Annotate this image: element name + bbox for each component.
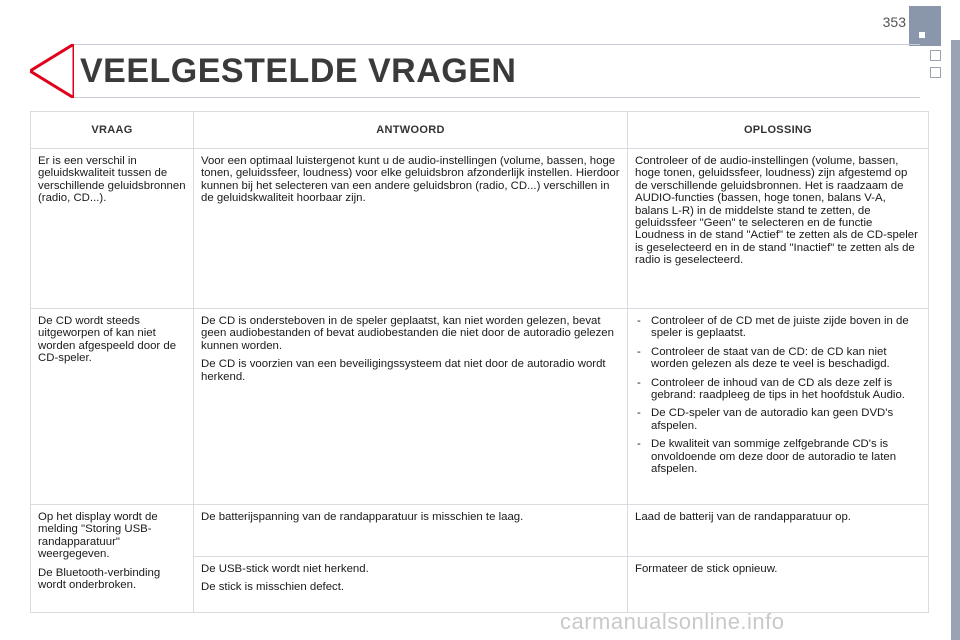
list-item: - Controleer de inhoud van de CD als deze zelf is gebrand: raadpleeg de tips in het hoofdstuk Audio. (635, 377, 921, 402)
answer-text: De USB-stick wordt niet herkend. (201, 563, 369, 575)
answer-text: De CD is voorzien van een beveiligingssysteem dat niet door de autoradio wordt herkend. (201, 358, 606, 383)
solution-text: Laad de batterij van de randapparatuur op. (635, 511, 851, 523)
question-text: Er is een verschil in geluidskwaliteit tussen de verschillende geluidsbronnen (radio, CD...). (38, 155, 186, 205)
header-rule-top (74, 44, 920, 45)
question-cell (31, 149, 194, 309)
answer-cell (194, 309, 628, 505)
answer-text: Voor een optimaal luistergenot kunt u de audio-instellingen (volume, bassen, hoge tonen, geluidssfeer, loudness) voor elke geluidsbron afzonderlijk instellen. Hierdoor kunnen bij het selecteren van een andere geluidsbron (radio, CD...) verschillen in de geluidskwaliteit hoorbaar zijn. (201, 155, 620, 205)
table-row (31, 505, 929, 557)
solution-cell (628, 149, 929, 309)
list-item: - Controleer of de CD met de juiste zijde boven in de speler is geplaatst. (635, 315, 921, 340)
header-wedge-icon (30, 44, 74, 98)
answer-cell (194, 557, 628, 613)
chapter-tab (909, 6, 941, 46)
header-question: VRAAG (31, 112, 194, 149)
question-text: De Bluetooth-verbinding wordt onderbroken. (38, 566, 161, 592)
solution-cell (628, 557, 929, 613)
question-cell (31, 505, 194, 613)
solution-text: Formateer de stick opnieuw. (635, 563, 778, 575)
answer-text: De batterijspanning van de randapparatuur is misschien te laag. (201, 511, 524, 523)
answer-text: De CD is ondersteboven in de speler geplaatst, kan niet worden gelezen, bevat geen audiobestanden of bevat audiobestanden die niet door de autoradio gelezen kunnen worden. (201, 315, 614, 352)
page-title: VEELGESTELDE VRAGEN (80, 52, 517, 90)
list-item: - De kwaliteit van sommige zelfgebrande CD's is onvoldoende om deze door de autoradio te laten afspelen. (635, 438, 921, 475)
table-row (31, 149, 929, 309)
header-solution: OPLOSSING (628, 112, 929, 149)
solution-cell (628, 505, 929, 557)
solution-text: Controleer of de audio-instellingen (volume, bassen, hoge tonen, geluidssfeer, loudness) zijn afgestemd op de verschillende geluidsbronnen. Het is raadzaam de AUDIO-functies (bassen, hoge tonen, balans V-A, balans L-R) in de middelste stand te zetten, de geluidssfeer "Geen" te selecteren en de functie Loudness in de stand "Actief" te zetten als de CD-speler is geselecteerd en in de stand "Inactief" te zetten als de radio is geselecteerd. (635, 155, 918, 267)
solution-cell (628, 309, 929, 505)
answer-cell (194, 505, 628, 557)
nav-box-2[interactable] (930, 67, 941, 78)
faq-table (30, 111, 929, 613)
watermark: carmanualsonline.info (560, 609, 785, 634)
answer-text: De stick is misschien defect. (201, 581, 345, 594)
table-row (31, 309, 929, 505)
list-item: - De CD-speler van de autoradio kan geen DVD's afspelen. (635, 407, 921, 432)
question-text: De CD wordt steeds uitgeworpen of kan niet worden afgespeeld door de CD-speler. (38, 315, 177, 365)
table-header-row (31, 112, 929, 149)
answer-cell (194, 149, 628, 309)
list-item: - Controleer de staat van de CD: de CD kan niet worden gelezen als deze te veel is beschadigd. (635, 346, 921, 371)
nav-box-1[interactable] (930, 50, 941, 61)
question-text: Op het display wordt de melding "Storing USB-randapparatuur" weergegeven. (38, 511, 158, 561)
header-rule-bottom (74, 97, 920, 98)
solution-bullets (635, 315, 921, 475)
question-cell (31, 309, 194, 505)
header-answer: ANTWOORD (194, 112, 628, 149)
page-number: 353 (882, 14, 906, 30)
tab-marker (919, 32, 925, 38)
side-bar (951, 40, 960, 640)
